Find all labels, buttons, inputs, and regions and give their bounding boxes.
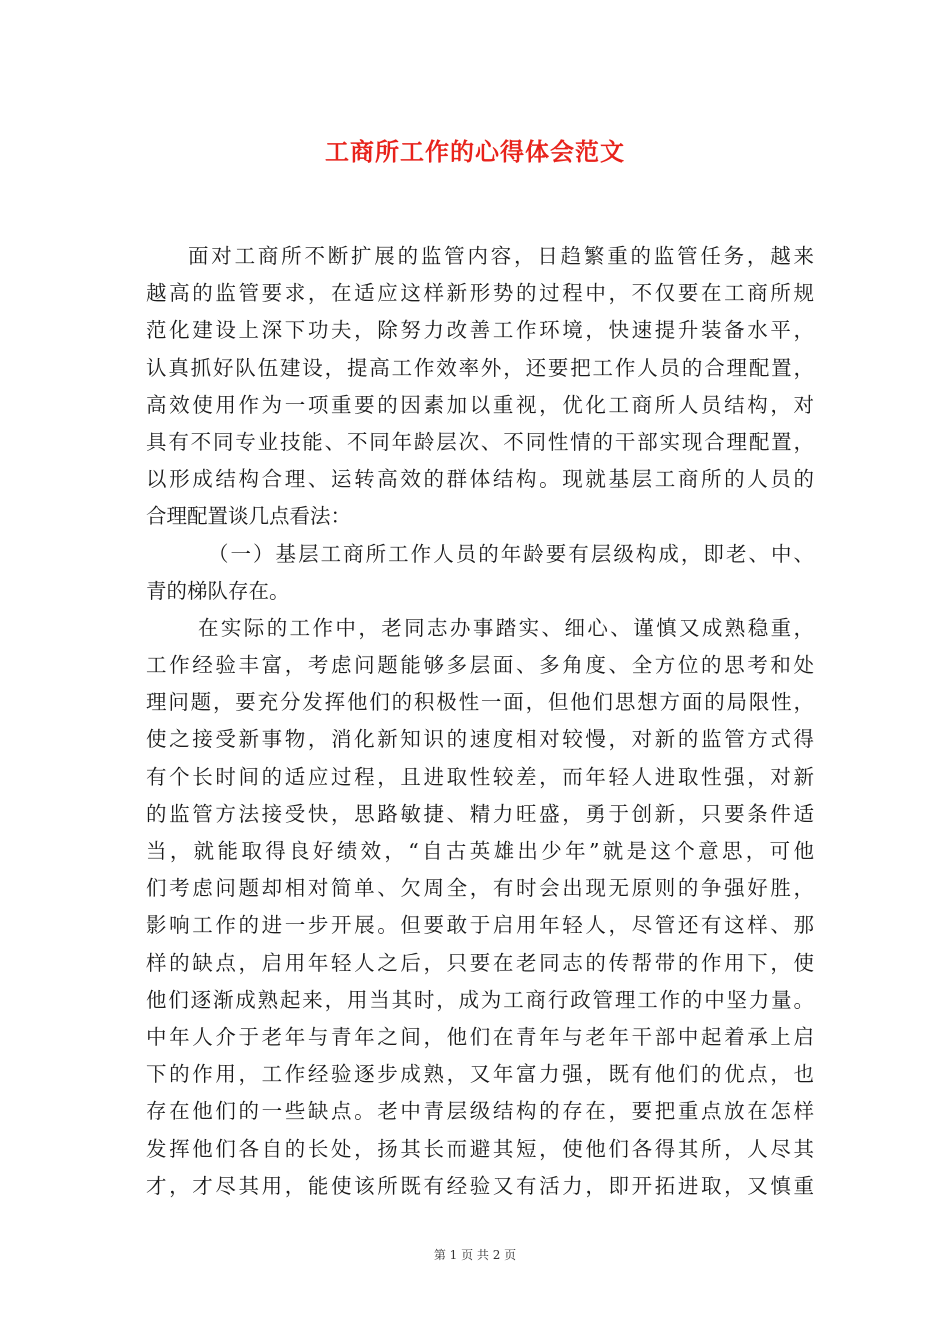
body-line: 当，就能取得良好绩效，“自古英雄出少年”就是这个意思，可他 [146, 839, 814, 863]
body-line: 越高的监管要求，在适应这样新形势的过程中，不仅要在工商所规 [146, 281, 814, 306]
body-line: 面对工商所不断扩展的监管内容，日趋繁重的监管任务，越来 [188, 244, 814, 268]
body-line: 工作经验丰富，考虑问题能够多层面、多角度、全方位的思考和处 [146, 653, 814, 678]
body-line: 影响工作的进一步开展。但要敢于启用年轻人，尽管还有这样、那 [146, 913, 814, 938]
body-line: 他们逐渐成熟起来，用当其时，成为工商行政管理工作的中坚力量。 [146, 987, 814, 1012]
body-line: 存在他们的一些缺点。老中青层级结构的存在，要把重点放在怎样 [146, 1099, 814, 1124]
body-line: 合理配置谈几点看法： [146, 504, 351, 529]
body-line: 下的作用，工作经验逐步成熟，又年富力强，既有他们的优点，也 [146, 1062, 814, 1087]
document-title: 工商所工作的心得体会范文 [325, 137, 625, 166]
body-line: （一）基层工商所工作人员的年龄要有层级构成，即老、中、 [208, 541, 814, 566]
body-line: 们考虑问题却相对简单、欠周全，有时会出现无原则的争强好胜， [146, 876, 814, 901]
document-body [146, 238, 814, 1205]
body-line: 高效使用作为一项重要的因素加以重视，优化工商所人员结构，对 [146, 392, 814, 417]
body-line: 使之接受新事物，消化新知识的速度相对较慢，对新的监管方式得 [146, 727, 814, 752]
body-line: 以形成结构合理、运转高效的群体结构。现就基层工商所的人员的 [146, 467, 814, 492]
body-line: 认真抓好队伍建设，提高工作效率外，还要把工作人员的合理配置， [146, 355, 814, 380]
page-number: 第 1 页 共 2 页 [433, 1248, 517, 1262]
body-line: 样的缺点，启用年轻人之后，只要在老同志的传帮带的作用下，使 [146, 950, 814, 975]
body-line: 理问题，要充分发挥他们的积极性一面，但他们思想方面的局限性， [146, 690, 814, 715]
body-line: 范化建设上深下功夫，除努力改善工作环境，快速提升装备水平， [146, 318, 814, 343]
body-line: 在实际的工作中，老同志办事踏实、细心、谨慎又成熟稳重， [198, 615, 814, 640]
body-line: 发挥他们各自的长处，扬其长而避其短，使他们各得其所，人尽其 [146, 1136, 814, 1161]
body-line: 青的梯队存在。 [146, 578, 290, 603]
body-line: 具有不同专业技能、不同年龄层次、不同性情的干部实现合理配置， [146, 429, 814, 454]
body-line: 才，才尽其用，能使该所既有经验又有活力，即开拓进取，又慎重 [146, 1173, 814, 1198]
body-line: 中年人介于老年与青年之间，他们在青年与老年干部中起着承上启 [146, 1024, 814, 1049]
body-line: 有个长时间的适应过程，且进取性较差，而年轻人进取性强，对新 [146, 764, 814, 789]
body-line: 的监管方法接受快，思路敏捷、精力旺盛，勇于创新，只要条件适 [146, 801, 814, 826]
